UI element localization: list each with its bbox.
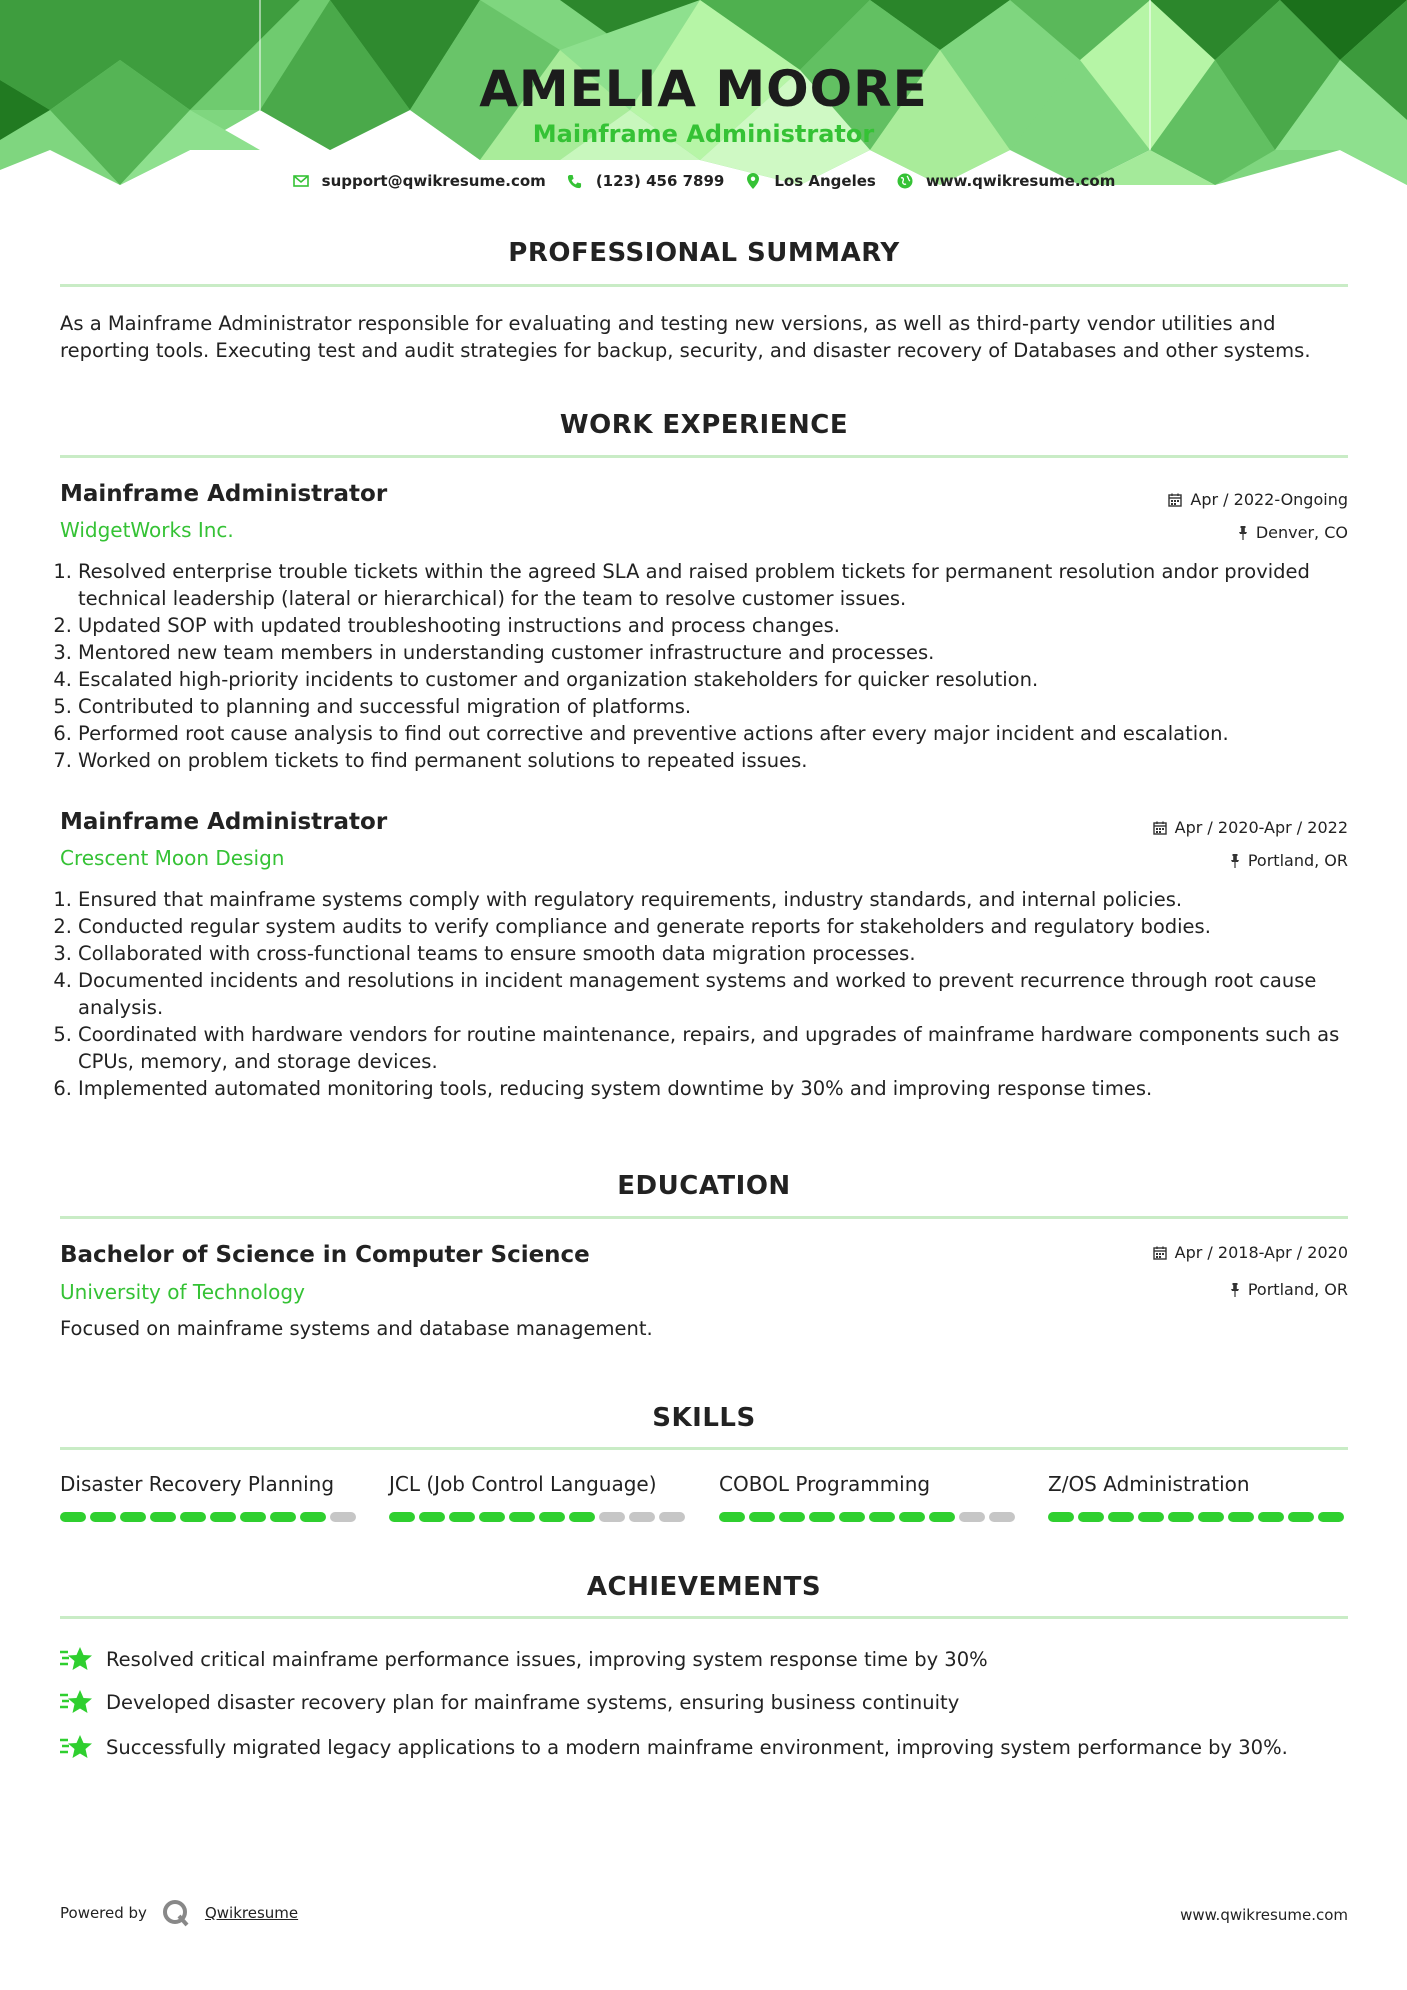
- company-name: Crescent Moon Design: [60, 846, 285, 870]
- skill-level-segment: [240, 1512, 266, 1522]
- achievement-item: [60, 1689, 959, 1715]
- skill-level-segment: [539, 1512, 565, 1522]
- education-heading: EDUCATION: [617, 1171, 791, 1201]
- qwikresume-logo-icon: [161, 1898, 191, 1928]
- skill-level-segment: [899, 1512, 925, 1522]
- job-dates: [1153, 818, 1348, 837]
- company-name: WidgetWorks Inc.: [60, 518, 234, 542]
- skill-level-segment: [210, 1512, 236, 1522]
- achievement-item: [60, 1734, 1288, 1760]
- skill-level-segment: [1228, 1512, 1254, 1522]
- skill-level-segment: [270, 1512, 296, 1522]
- experience-heading: WORK EXPERIENCE: [559, 410, 849, 440]
- calendar-icon: [1168, 493, 1182, 507]
- skill-name: COBOL Programming: [719, 1472, 931, 1496]
- star-icon: [60, 1646, 92, 1672]
- pushpin-icon: [1230, 854, 1240, 868]
- achievement-text: Resolved critical mainframe performance issues, improving system response time by 30%: [106, 1647, 988, 1671]
- achievement-text: Successfully migrated legacy applications to a modern mainframe environment, improving system performance by 30%.: [106, 1735, 1288, 1759]
- achievement-item: [60, 1646, 988, 1672]
- skill-level-segment: [330, 1512, 356, 1522]
- skill-level-bar: [1048, 1512, 1348, 1522]
- skill-level-segment: [1108, 1512, 1134, 1522]
- job-title: Mainframe Administrator: [60, 481, 388, 507]
- contact-email[interactable]: [292, 172, 546, 190]
- location-text: Los Angeles: [774, 172, 876, 190]
- phone-text: (123) 456 7899: [595, 172, 725, 190]
- job-location-text: Denver, CO: [1255, 523, 1348, 542]
- list-item: 4. Documented incidents and resolutions in incident management systems and worked to prevent recurrence through root cause analysis.: [53, 969, 1317, 1019]
- list-item: 1. Ensured that mainframe systems comply with regulatory requirements, industry standards, and internal policies.: [53, 888, 1183, 911]
- skill-level-segment: [869, 1512, 895, 1522]
- job-responsibilities: [52, 558, 1352, 774]
- list-item: 6. Implemented automated monitoring tools, reducing system downtime by 30% and improving response times.: [53, 1077, 1153, 1100]
- job-title: Mainframe Administrator: [60, 809, 388, 835]
- skill-item: [60, 1472, 360, 1522]
- map-pin-icon: [744, 172, 762, 190]
- education-divider: [60, 1216, 1348, 1219]
- summary-heading: PROFESSIONAL SUMMARY: [508, 238, 900, 268]
- skill-level-segment: [389, 1512, 415, 1522]
- skill-level-segment: [1078, 1512, 1104, 1522]
- skill-level-segment: [719, 1512, 745, 1522]
- list-item: 2. Conducted regular system audits to verify compliance and generate reports for stakeholders and regulatory bodies.: [53, 915, 1211, 938]
- email-text: support@qwikresume.com: [321, 172, 546, 190]
- list-item: 7. Worked on problem tickets to find permanent solutions to repeated issues.: [53, 749, 808, 772]
- summary-text: As a Mainframe Administrator responsible for evaluating and testing new versions, as well as third-party vendor utilities and reporting tools. Executing test and audit strategies for backup, security, and disaster recovery of Databases and other systems.: [60, 312, 1311, 362]
- skills-heading: SKILLS: [652, 1403, 756, 1433]
- skill-level-segment: [150, 1512, 176, 1522]
- list-item: 3. Mentored new team members in understanding customer infrastructure and processes.: [53, 641, 935, 664]
- website-text: www.qwikresume.com: [925, 172, 1116, 190]
- skill-level-segment: [749, 1512, 775, 1522]
- skill-name: JCL (Job Control Language): [389, 1472, 657, 1496]
- skill-level-segment: [809, 1512, 835, 1522]
- skill-level-segment: [659, 1512, 685, 1522]
- achievements-heading: ACHIEVEMENTS: [586, 1572, 822, 1602]
- skill-name: Disaster Recovery Planning: [60, 1472, 335, 1496]
- skill-item: [719, 1472, 1019, 1522]
- skill-level-segment: [1138, 1512, 1164, 1522]
- job-dates: [1168, 490, 1348, 509]
- experience-divider: [60, 455, 1348, 458]
- achievement-text: Developed disaster recovery plan for mainframe systems, ensuring business continuity: [106, 1690, 960, 1714]
- summary-divider: [60, 284, 1348, 287]
- skill-level-segment: [569, 1512, 595, 1522]
- job-responsibilities: [52, 886, 1352, 1102]
- skill-name: Z/OS Administration: [1048, 1472, 1250, 1496]
- skill-level-segment: [599, 1512, 625, 1522]
- education-dates: [1153, 1243, 1348, 1262]
- education-location: [1230, 1280, 1348, 1299]
- skill-level-bar: [389, 1512, 689, 1522]
- skill-level-segment: [90, 1512, 116, 1522]
- skill-level-segment: [959, 1512, 985, 1522]
- skill-level-bar: [719, 1512, 1019, 1522]
- skill-level-segment: [629, 1512, 655, 1522]
- job-location: [1238, 523, 1348, 542]
- pushpin-icon: [1230, 1283, 1240, 1297]
- candidate-title: Mainframe Administrator: [532, 120, 875, 148]
- contact-bar: [0, 172, 1407, 190]
- globe-icon: [896, 172, 914, 190]
- job-dates-text: Apr / 2020-Apr / 2022: [1174, 818, 1348, 837]
- pushpin-icon: [1238, 526, 1248, 540]
- skills-divider: [60, 1447, 1348, 1450]
- skill-level-segment: [929, 1512, 955, 1522]
- skill-level-segment: [509, 1512, 535, 1522]
- education-location-text: Portland, OR: [1247, 1280, 1348, 1299]
- footer-powered-by: [60, 1898, 298, 1928]
- skill-level-segment: [419, 1512, 445, 1522]
- qwikresume-link[interactable]: Qwikresume: [204, 1904, 299, 1922]
- contact-website[interactable]: [896, 172, 1116, 190]
- star-icon: [60, 1689, 92, 1715]
- skill-level-segment: [1168, 1512, 1194, 1522]
- list-item: 4. Escalated high-priority incidents to customer and organization stakeholders for quicker resolution.: [53, 668, 1039, 691]
- degree-title: Bachelor of Science in Computer Science: [60, 1242, 590, 1268]
- list-item: 5. Coordinated with hardware vendors for routine maintenance, repairs, and upgrades of mainframe hardware components such as CPUs, memory, and storage devices.: [53, 1023, 1340, 1073]
- achievements-divider: [60, 1616, 1348, 1619]
- skill-level-segment: [989, 1512, 1015, 1522]
- job-location: [1230, 851, 1348, 870]
- skill-level-segment: [1318, 1512, 1344, 1522]
- list-item: 6. Performed root cause analysis to find out corrective and preventive actions after every major incident and escalation.: [53, 722, 1229, 745]
- skill-level-segment: [449, 1512, 475, 1522]
- skill-item: [1048, 1472, 1348, 1522]
- skill-level-segment: [180, 1512, 206, 1522]
- education-dates-text: Apr / 2018-Apr / 2020: [1174, 1243, 1348, 1262]
- list-item: 2. Updated SOP with updated troubleshooting instructions and process changes.: [53, 614, 840, 637]
- candidate-name: AMELIA MOORE: [479, 60, 928, 118]
- star-icon: [60, 1734, 92, 1760]
- calendar-icon: [1153, 1246, 1167, 1260]
- envelope-icon: [292, 172, 310, 190]
- skill-level-segment: [60, 1512, 86, 1522]
- list-item: 3. Collaborated with cross-functional teams to ensure smooth data migration processes.: [53, 942, 916, 965]
- powered-by-text: Powered by: [60, 1904, 147, 1922]
- skill-level-segment: [779, 1512, 805, 1522]
- job-location-text: Portland, OR: [1247, 851, 1348, 870]
- list-item: 1. Resolved enterprise trouble tickets within the agreed SLA and raised problem tickets for permanent resolution andor provided technical leadership (lateral or hierarchical) for the team to resolve customer issues.: [53, 560, 1310, 610]
- skill-level-segment: [1198, 1512, 1224, 1522]
- phone-icon: [566, 172, 584, 190]
- calendar-icon: [1153, 821, 1167, 835]
- skill-level-segment: [479, 1512, 505, 1522]
- contact-location: [744, 172, 875, 190]
- skill-level-segment: [300, 1512, 326, 1522]
- list-item: 5. Contributed to planning and successful migration of platforms.: [53, 695, 692, 718]
- contact-phone[interactable]: [566, 172, 725, 190]
- skill-level-segment: [1048, 1512, 1074, 1522]
- skill-level-bar: [60, 1512, 360, 1522]
- school-name: University of Technology: [60, 1280, 305, 1304]
- skill-level-segment: [1288, 1512, 1314, 1522]
- skill-level-segment: [1258, 1512, 1284, 1522]
- skill-level-segment: [120, 1512, 146, 1522]
- footer-website[interactable]: www.qwikresume.com: [1180, 1906, 1348, 1924]
- job-dates-text: Apr / 2022-Ongoing: [1190, 490, 1348, 509]
- skill-level-segment: [839, 1512, 865, 1522]
- education-description: Focused on mainframe systems and database management.: [60, 1317, 653, 1340]
- skill-item: [389, 1472, 689, 1522]
